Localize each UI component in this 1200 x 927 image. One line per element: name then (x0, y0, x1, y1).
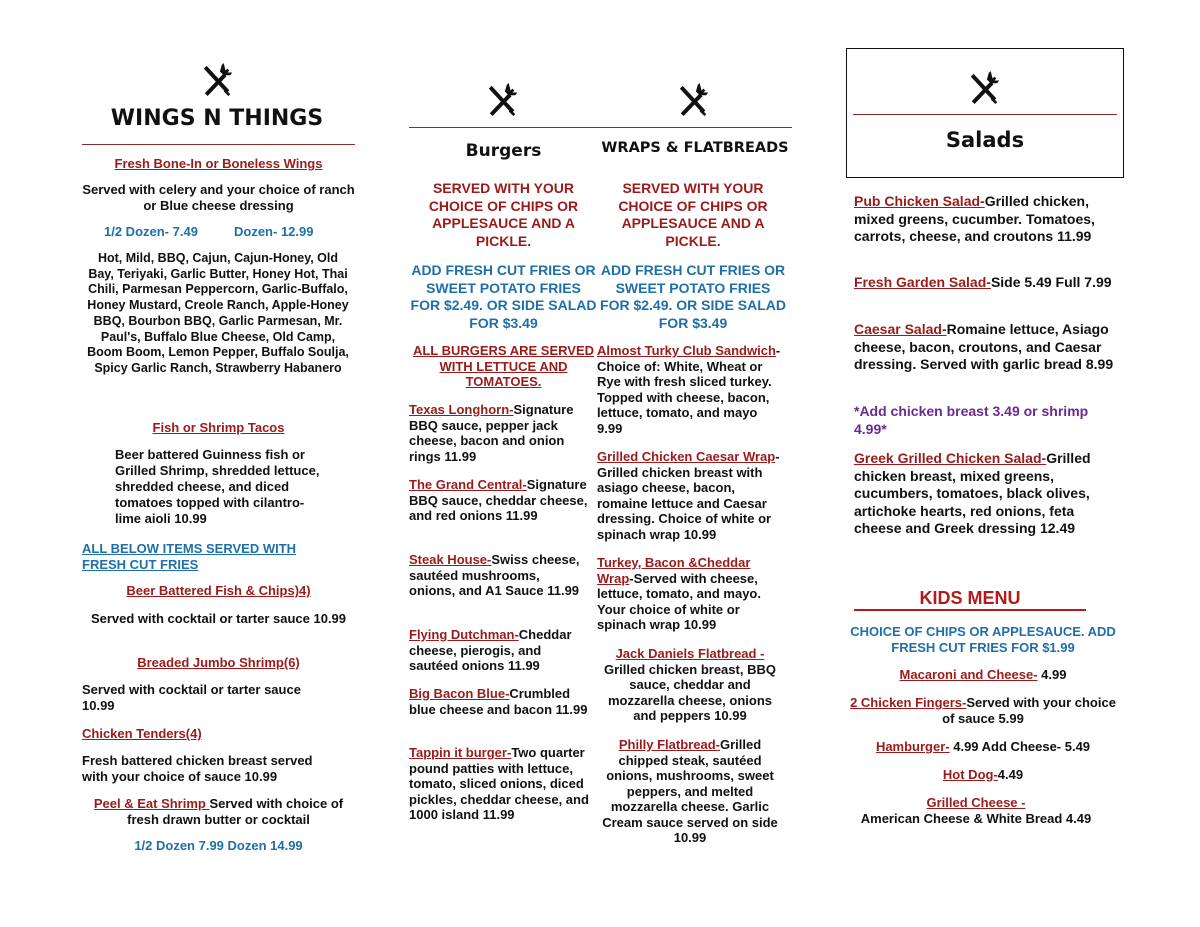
peel-eat-shrimp-description: Served with choice of fresh drawn butter or cocktail (127, 796, 344, 827)
wraps-add-fries-note: ADD FRESH CUT FRIES OR SWEET POTATO FRIES FOR $2.49. OR SIDE SALAD FOR $3.49 (600, 262, 786, 331)
kids-chicken-fingers (850, 695, 1116, 726)
kids-item-description: Served with your choice of sauce 5.99 (942, 695, 1116, 726)
burger-item-description: Two quarter pound patties with lettuce, tomato, sliced onions, diced pickles, cheddar cheese, and 1000 island 11.99 (409, 745, 589, 822)
fork-knife-icon (677, 82, 711, 118)
flatbread-item-name: Jack Daniels Flatbread - (615, 646, 765, 661)
salads-divider (853, 114, 1117, 115)
kids-hot-dog (850, 767, 1116, 783)
burger-steak-house (409, 552, 589, 599)
wings-title: WINGS N THINGS (110, 106, 324, 131)
wings-half-dozen-price: 1/2 Dozen- 7.49 (104, 224, 198, 239)
kids-item-name: Hamburger- (875, 739, 950, 754)
salad-pub-chicken (854, 193, 1114, 246)
burger-grand-central (409, 477, 589, 524)
salad-item-description: Side 5.49 Full 7.99 (990, 274, 1112, 290)
burger-tappin-it (409, 745, 589, 823)
kids-item-name: Grilled Cheese - (926, 795, 1026, 810)
kids-item-name: Macaroni and Cheese- (899, 667, 1038, 682)
burger-item-name: Texas Longhorn- (409, 402, 514, 417)
kids-macaroni (850, 667, 1116, 683)
wings-heading: Fresh Bone-In or Boneless Wings (114, 156, 323, 171)
flatbread-item-description: Grilled chicken breast, BBQ sauce, cheddar and mozzarella cheese, onions and peppers 10.99 (604, 661, 776, 723)
burgers-title: Burgers (465, 141, 542, 161)
flatbread-item-name: Philly Flatbread- (618, 737, 720, 752)
tacos-description: Beer battered Guinness fish or Grilled Shrimp, shredded lettuce, shredded cheese, and diced tomatoes topped with cilantro-lime aioli 10.99 (115, 447, 320, 526)
flatbread-philly (597, 737, 783, 846)
fork-knife-icon (201, 62, 235, 98)
wings-description: Served with celery and your choice of ranch or Blue cheese dressing (82, 182, 355, 213)
burger-texas-longhorn (409, 402, 589, 464)
salad-addon-note: *Add chicken breast 3.49 or shrimp 4.99* (854, 403, 1089, 437)
all-below-note: ALL BELOW ITEMS SERVED WITH FRESH CUT FRIES (82, 541, 297, 572)
fish-chips-description: Served with cocktail or tarter sauce 10.99 (90, 611, 347, 626)
wrap-turkey-bacon-cheddar (597, 555, 785, 633)
kids-item-name: Hot Dog- (942, 767, 998, 782)
kids-hamburger (850, 739, 1116, 755)
wrap-turkey-club (597, 343, 785, 436)
burgers-add-fries-note: ADD FRESH CUT FRIES OR SWEET POTATO FRIES FOR $2.49. OR SIDE SALAD FOR $3.49 (410, 262, 597, 331)
burger-item-name: Steak House- (409, 552, 492, 567)
burgers-wraps-divider (409, 127, 792, 128)
jumbo-shrimp-description: Served with cocktail or tarter sauce 10.99 (82, 682, 301, 713)
wrap-item-description: -Served with cheese, lettuce, tomato, and mayo. Your choice of white or spinach wrap 10.99 (597, 570, 761, 632)
salad-item-description: Romaine lettuce, Asiago cheese, bacon, croutons, and Caesar dressing. Served with garlic bread 8.99 (854, 321, 1114, 372)
wrap-item-name: Almost Turky Club Sandwich (597, 343, 776, 358)
salad-item-name: Greek Grilled Chicken Salad- (854, 450, 1047, 466)
kids-item-price: 4.49 (997, 767, 1024, 782)
flatbread-item-description: Grilled chipped steak, sautéed onions, mushrooms, sweet peppers, and melted mozzarella cheese. Garlic Cream sauce served on side 10.99 (602, 737, 778, 845)
salad-greek-grilled-chicken (854, 450, 1116, 538)
burger-item-description: Swiss cheese, sautéed mushrooms, onions, and A1 Sauce 11.99 (409, 552, 580, 598)
wrap-chicken-caesar (597, 449, 785, 542)
chicken-tenders-description: Fresh battered chicken breast served with your choice of sauce 10.99 (82, 753, 313, 784)
flatbread-jack-daniels (597, 646, 783, 724)
salad-caesar (854, 321, 1114, 374)
burger-big-bacon-blue (409, 686, 589, 717)
burgers-lettuce-note: ALL BURGERS ARE SERVED WITH LETTUCE AND TOMATOES. (412, 343, 595, 389)
wings-divider (82, 144, 355, 145)
salad-item-name: Pub Chicken Salad- (854, 193, 985, 209)
peel-eat-shrimp-price: 1/2 Dozen 7.99 Dozen 14.99 (134, 838, 303, 853)
wings-flavors: Hot, Mild, BBQ, Cajun, Cajun-Honey, Old Bay, Teriyaki, Garlic Butter, Honey Hot, Thai Chili, Parmesan Peppercorn, Garlic-Buffalo, Honey Mustard, Creole Ranch, Apple-Honey BBQ, Bourbon BBQ, Garlic Parmesan, Mr. Paul's, Buffalo Blue Cheese, Old Camp, Boom Boom, Lemon Pepper, Buffalo Soulja, Spicy Garlic Ranch, Strawberry Habanero (87, 251, 349, 375)
jumbo-shrimp-heading: Breaded Jumbo Shrimp(6) (137, 655, 300, 670)
salads-title: Salads (945, 128, 1025, 152)
burgers-served-note: SERVED WITH YOUR CHOICE OF CHIPS OR APPLESAUCE AND A PICKLE. (428, 180, 579, 249)
burger-flying-dutchman (409, 627, 589, 674)
wrap-item-name: Grilled Chicken Caesar Wrap (597, 449, 776, 464)
peel-eat-shrimp-heading: Peel & Eat Shrimp (93, 796, 210, 811)
wings-dozen-price: Dozen- 12.99 (234, 224, 314, 239)
salads-header-box (846, 48, 1124, 178)
burger-item-name: Flying Dutchman- (409, 627, 519, 642)
wraps-served-note: SERVED WITH YOUR CHOICE OF CHIPS OR APPLESAUCE AND A PICKLE. (618, 180, 768, 249)
kids-choice-note: CHOICE OF CHIPS OR APPLESAUCE. ADD FRESH CUT FRIES FOR $1.99 (850, 624, 1116, 655)
burger-item-name: Big Bacon Blue- (409, 686, 510, 701)
wrap-item-description: -Grilled chicken breast with asiago cheese, bacon, romaine lettuce and Caesar dressing. Choice of white or spinach wrap 10.99 (597, 449, 780, 542)
kids-item-name: 2 Chicken Fingers- (850, 695, 967, 710)
salad-item-name: Fresh Garden Salad- (854, 274, 991, 290)
salad-fresh-garden (854, 274, 1114, 292)
tacos-heading: Fish or Shrimp Tacos (152, 420, 285, 435)
salad-item-description: Grilled chicken breast, mixed greens, cucumbers, tomatoes, black olives, artichoke hearts, red onions, feta cheese and Greek dressing 12.49 (854, 450, 1091, 536)
wrap-item-name: Turkey, Bacon &Cheddar Wrap (597, 555, 751, 586)
kids-menu-title: KIDS MENU (919, 588, 1021, 608)
kids-item-description: 4.99 Add Cheese- 5.49 (949, 739, 1091, 754)
kids-menu-underline (854, 609, 1086, 611)
wraps-title: WRAPS & FLATBREADS (601, 140, 789, 156)
burger-item-description: Signature BBQ sauce, cheddar cheese, and red onions 11.99 (409, 477, 588, 523)
chicken-tenders-heading: Chicken Tenders(4) (82, 726, 202, 741)
burger-item-description: Crumbled blue cheese and bacon 11.99 (409, 686, 588, 717)
burger-item-description: Cheddar cheese, pierogis, and sautéed onions 11.99 (409, 627, 572, 673)
burger-item-name: The Grand Central- (409, 477, 527, 492)
burger-item-name: Tappin it burger- (409, 745, 512, 760)
fork-knife-icon (486, 82, 520, 118)
wrap-item-description: - Choice of: White, Wheat or Rye with fresh sliced turkey. Topped with cheese, bacon, lettuce, tomato, and mayo 9.99 (597, 343, 781, 436)
kids-item-description: American Cheese & White Bread 4.49 (860, 810, 1092, 826)
fork-knife-icon (968, 70, 1002, 106)
fish-chips-heading: Beer Battered Fish & Chips)4) (126, 583, 311, 598)
burger-item-description: Signature BBQ sauce, pepper jack cheese, bacon and onion rings 11.99 (409, 402, 574, 464)
salad-item-name: Caesar Salad- (854, 321, 947, 337)
kids-item-price: 4.99 (1037, 667, 1067, 682)
peel-eat-shrimp-item (82, 796, 355, 827)
kids-grilled-cheese (850, 795, 1102, 826)
salad-item-description: Grilled chicken, mixed greens, cucumber. Tomatoes, carrots, cheese, and croutons 11.99 (854, 193, 1095, 244)
